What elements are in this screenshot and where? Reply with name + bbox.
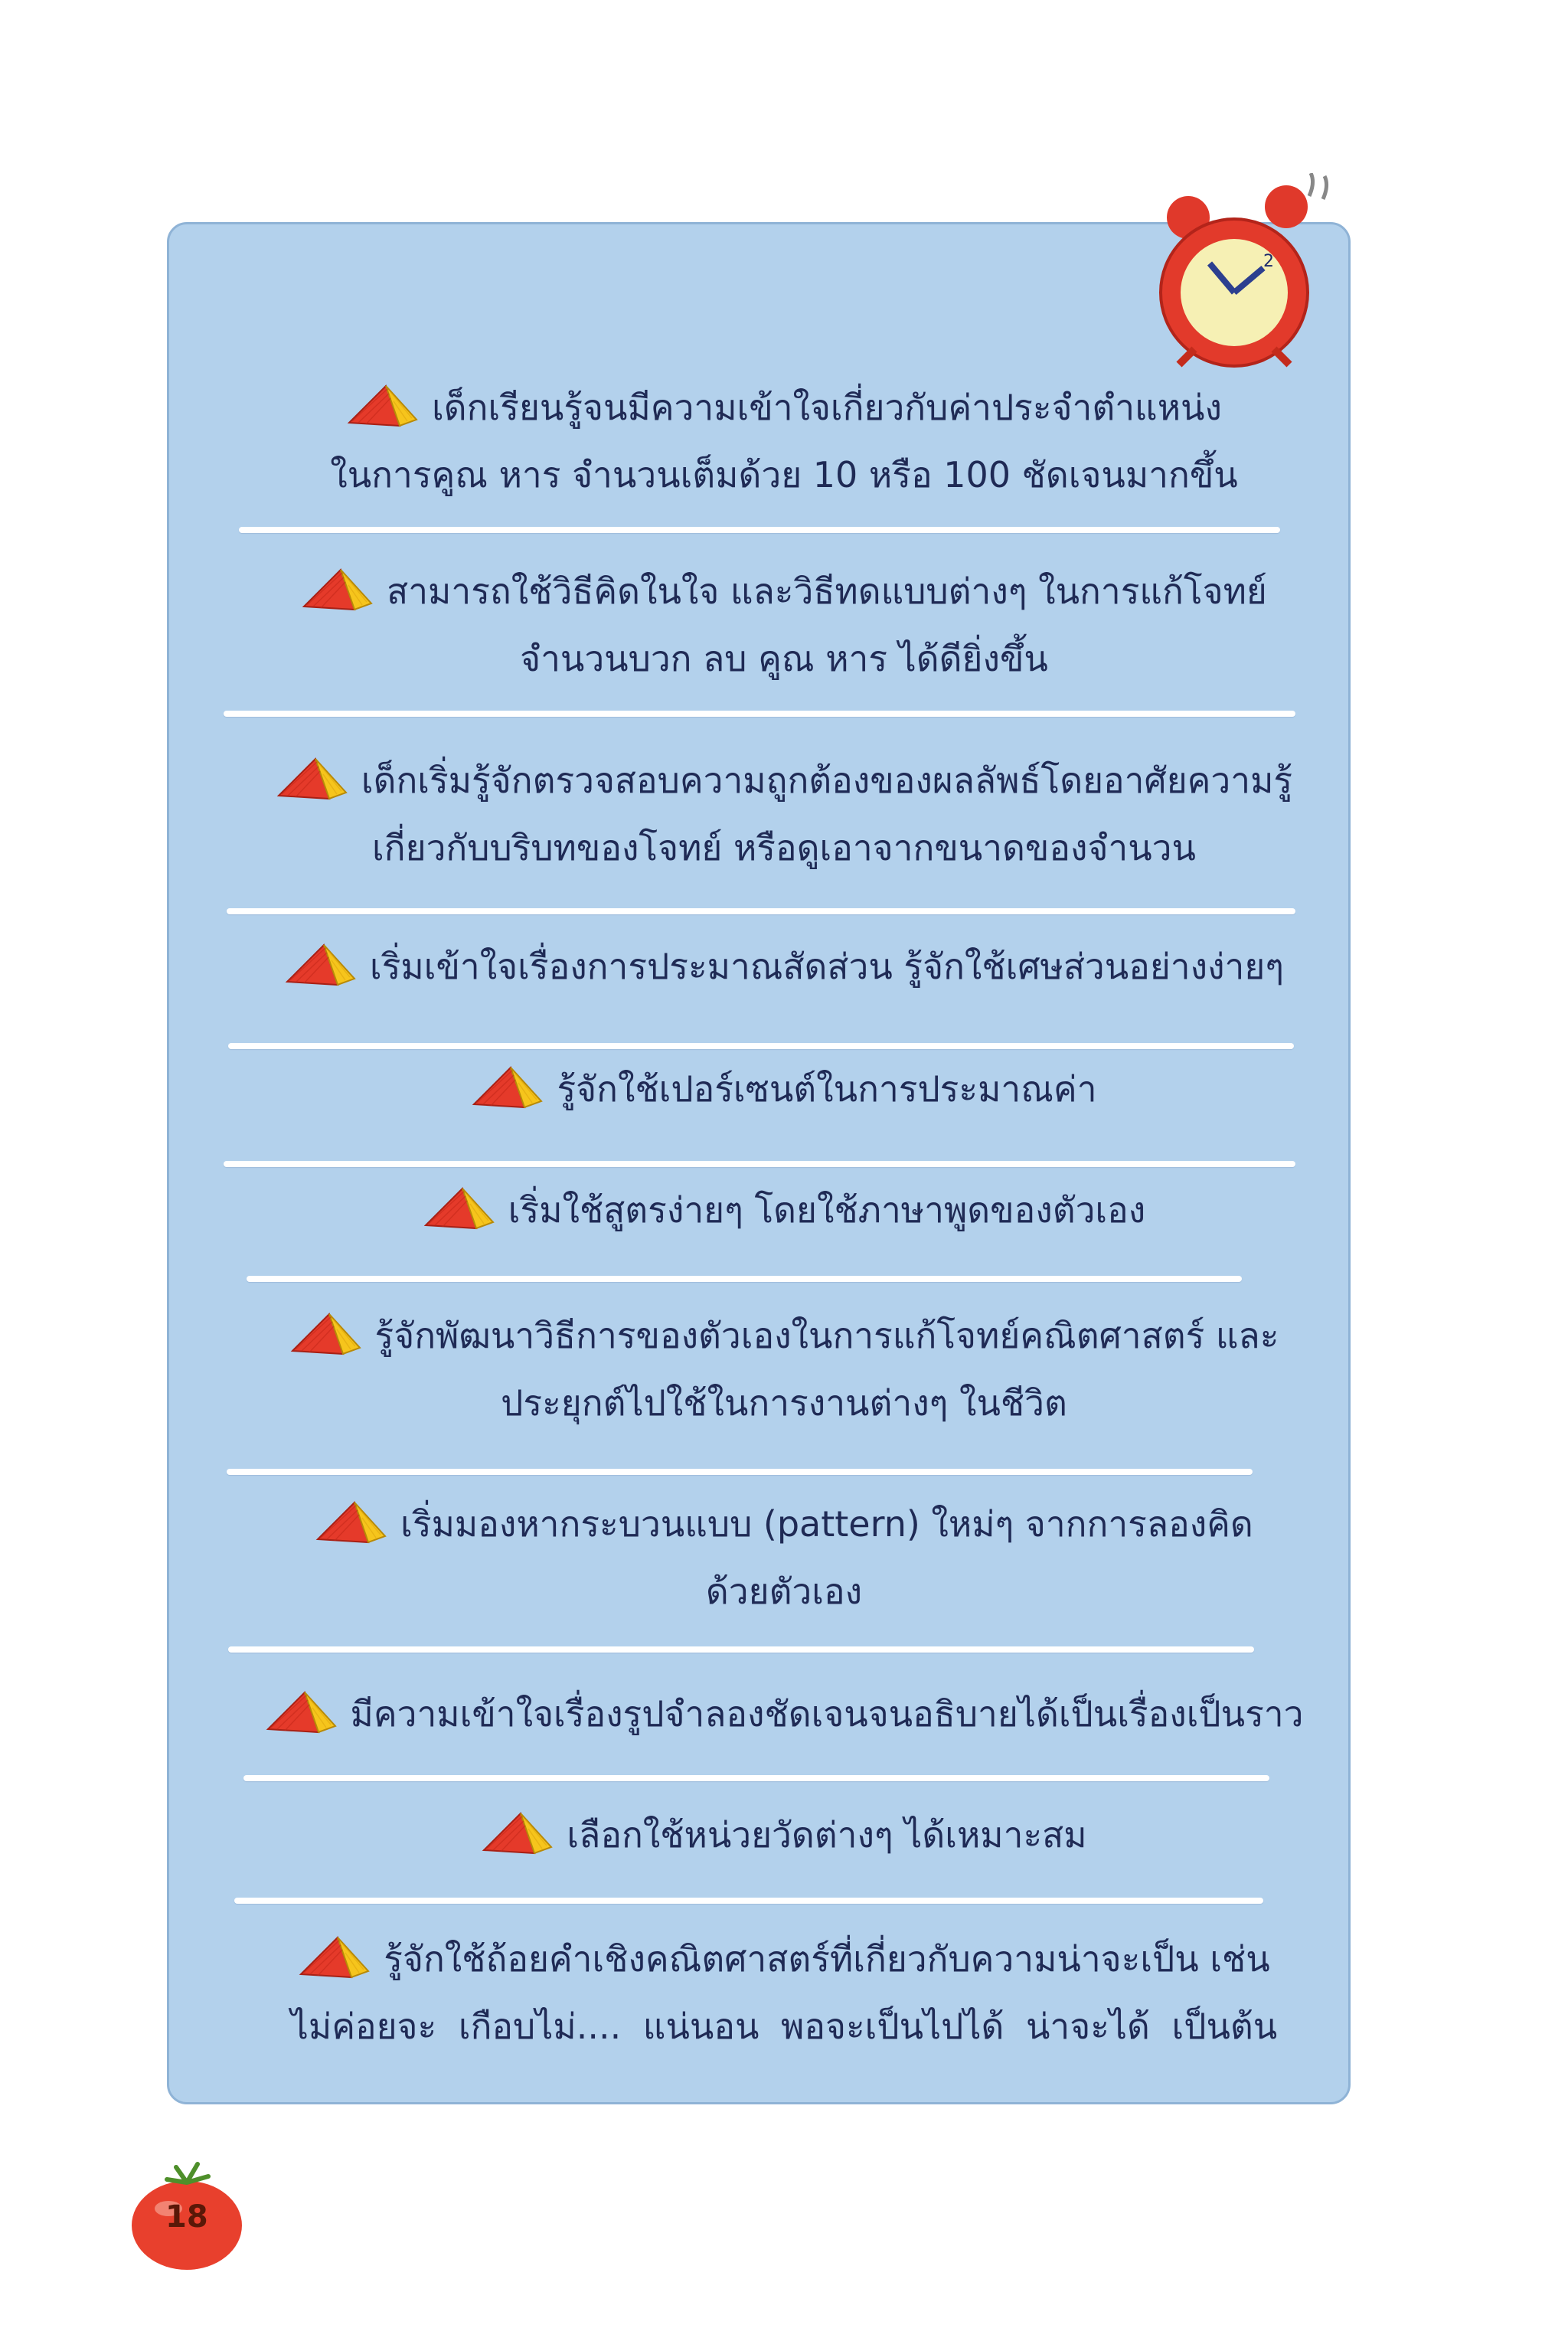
divider — [224, 1161, 1295, 1167]
item-text-line1: รู้จักใช้ถ้อยคำเชิงคณิตศาสตร์ที่เกี่ยวกับความน่าจะเป็น เช่น — [384, 1938, 1270, 1980]
list-item — [0, 747, 1568, 881]
item-text-line1: เด็กเริ่มรู้จักตรวจสอบความถูกต้องของผลลัพธ์โดยอาศัยความรู้ — [361, 760, 1293, 801]
divider — [243, 1775, 1269, 1781]
item-text-line1: มีความเข้าใจเรื่องรูปจำลองชัดเจนจนอธิบายได้เป็นเรื่องเป็นราว — [350, 1693, 1304, 1735]
triangle-bullet-icon — [315, 1501, 388, 1547]
list-item — [0, 557, 1568, 692]
list-item — [0, 374, 1568, 508]
divider — [224, 711, 1295, 717]
triangle-bullet-icon — [471, 1066, 544, 1112]
item-text-line1: เริ่มใช้สูตรง่ายๆ โดยใช้ภาษาพูดของตัวเอง — [508, 1189, 1146, 1231]
divider — [227, 1469, 1253, 1475]
divider — [239, 527, 1280, 533]
list-item — [0, 1176, 1568, 1244]
triangle-bullet-icon — [481, 1812, 554, 1858]
item-text-line1: เลือกใช้หน่วยวัดต่างๆ ได้เหมาะสม — [567, 1814, 1087, 1856]
list-item — [0, 1801, 1568, 1869]
divider — [247, 1276, 1242, 1282]
triangle-bullet-icon — [423, 1187, 496, 1233]
item-text-line2: เกี่ยวกับบริบทของโจทย์ หรือดูเอาจากขนาดของจำนวน — [372, 827, 1196, 868]
item-text-line2: ประยุกต์ไปใช้ในการงานต่างๆ ในชีวิต — [501, 1382, 1067, 1424]
triangle-bullet-icon — [346, 384, 420, 430]
divider — [227, 908, 1295, 914]
item-text-line1: เด็กเรียนรู้จนมีความเข้าใจเกี่ยวกับค่าประจำตำแหน่ง — [432, 387, 1222, 428]
divider — [228, 1646, 1254, 1653]
item-text-line2: จำนวนบวก ลบ คูณ หาร ได้ดียิ่งขึ้น — [520, 638, 1048, 679]
item-text-line2: ด้วยตัวเอง — [705, 1571, 863, 1612]
triangle-bullet-icon — [284, 943, 358, 989]
item-text-line1: เริ่มมองหากระบวนแบบ (pattern) ใหม่ๆ จากการลองคิด — [400, 1503, 1253, 1545]
list-item — [0, 1925, 1568, 2060]
list-item — [0, 1055, 1568, 1123]
item-text-line1: เริ่มเข้าใจเรื่องการประมาณสัดส่วน รู้จักใช้เศษส่วนอย่างง่ายๆ — [369, 946, 1285, 987]
list-item — [0, 1302, 1568, 1437]
alarm-clock-icon — [1148, 173, 1340, 372]
list-item — [0, 1490, 1568, 1625]
triangle-bullet-icon — [276, 757, 349, 803]
item-text-line2: ในการคูณ หาร จำนวนเต็มด้วย 10 หรือ 100 ชัดเจนมากขึ้น — [330, 454, 1238, 495]
triangle-bullet-icon — [301, 568, 374, 614]
triangle-bullet-icon — [289, 1313, 363, 1359]
divider — [228, 1043, 1294, 1049]
svg-text:2: 2 — [1263, 252, 1274, 271]
list-item — [0, 933, 1568, 1000]
triangle-bullet-icon — [298, 1936, 371, 1982]
list-item — [0, 1680, 1568, 1748]
triangle-bullet-icon — [265, 1691, 338, 1737]
item-text-line1: สามารถใช้วิธีคิดในใจ และวิธีทดแบบต่างๆ ในการแก้โจทย์ — [387, 571, 1267, 612]
divider — [234, 1898, 1263, 1904]
page-number: 18 — [165, 2199, 208, 2235]
item-text-line1: รู้จักใช้เปอร์เซนต์ในการประมาณค่า — [557, 1068, 1097, 1110]
item-text-line2: ไม่ค่อยจะ เกือบไม่.... แน่นอน พอจะเป็นไปได้ น่าจะได้ เป็นต้น — [290, 2006, 1278, 2047]
item-text-line1: รู้จักพัฒนาวิธีการของตัวเองในการแก้โจทย์คณิตศาสตร์ และ — [374, 1315, 1279, 1356]
